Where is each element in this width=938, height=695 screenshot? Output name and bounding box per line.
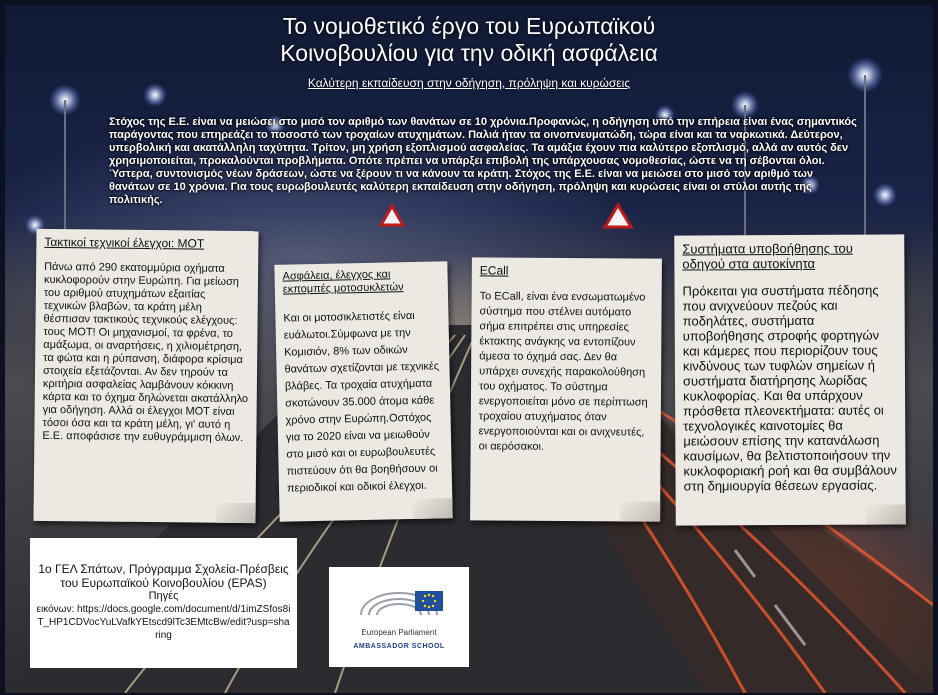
sources-label: Πηγές bbox=[148, 590, 179, 602]
poster-background bbox=[5, 5, 933, 693]
logo-program-label: AMBASSADOR SCHOOL bbox=[353, 643, 445, 650]
note-body: Και οι μοτοσικλετιστές είναι ευάλωτοι.Σύμφωνα με την Κομισιόν, 8% των οδικών θανάτων σχετίζονται με τεχνικές βλάβες. Τα τροχαία ατυχήματα σκοτώνουν 35.000 άτομα κάθε χρόνο στην Ευρώπη.Οστόχος για το 2020 είναι να μειωθούν στο μισό και οι ευρωβουλευτές πιστεύουν ότι θα βοηθήσουν οι περιοδικοί και οδικοί έλεγχοι. bbox=[283, 309, 440, 495]
note-motorcycles bbox=[274, 261, 452, 522]
warning-sign-icon bbox=[381, 205, 631, 227]
note-body: Το ECall, είναι ένα ενσωματωμένο σύστημα που στέλνει αυτόματο σήμα επιτρέπει στις υπηρεσίες έκτακτης ανάγκης να εντοπίζουν άμεσα το όχημά σας. Δεν θα υπάρχει συνεχής παρακολούθηση του οχήματος. Το σύστημα ενεργοποιείται μόνο σε περίπτωση τροχαίου ατυχήματος όταν ενεργοποιούνται και οι ανιχνευτές, οι αερόσακοι. bbox=[478, 290, 648, 453]
european-parliament-logo bbox=[329, 567, 469, 667]
school-line: 1ο ΓΕΛ Σπάτων, Πρόγραμμα Σχολεία-Πρέσβεις του Ευρωπαϊκού Κοινοβουλίου (EPAS) bbox=[38, 562, 289, 590]
intro-paragraph: Στόχος της Ε.Ε. είναι να μειώσει στο μισό τον αριθμό των θανάτων σε 10 χρόνια.Προφανώς, η οδήγηση υπό την επήρεια είναι ένας σημαντικός παράγοντας που επηρεάζει το ποσοστό των τροχαίων ατυχημάτων. Παλιά ήταν τα οινοπνευματώδη, τώρα είναι και τα ναρκωτικά. Δεύτερον, υπερβολική και ακατάλληλη ταχύτητα. Τρίτον, μη χρήση εξοπλισμού ασφαλείας. Τα αμάξια έχουν πια καλύτερο εξοπλισμό, αλλά αν αυτός δεν χρησιμοποιείται, προκαλούνται προβλήματα. Οπότε πρέπει να υπάρξει επιβολή της υπάρχουσας νομοθεσίας, ώστε να τη σέβονται όλοι. Ύστερα, συντονισμός νέων δράσεων, ώστε να ξέρουν τι να κάνουν τα κράτη. Στόχος της Ε.Ε. είναι να μειώσει στο μισό τον αριθμό των θανάτων σε 10 χρόνια. Για τους ευρωβουλευτές καλύτερη εκπαίδευση στην οδήγηση, πρόληψη και κυρώσεις είναι οι στύλοι αυτής της πολιτικής. bbox=[109, 116, 857, 206]
note-heading: ECall bbox=[479, 263, 509, 278]
note-mot bbox=[33, 229, 258, 523]
sources-link[interactable]: εικόνων: https://docs.google.com/document/d/1imZSfos8iT_HP1CDVocYuLVafkYEtscd9lTc3EMtcBw/edit?usp=sharing bbox=[36, 604, 291, 641]
page-title bbox=[5, 13, 933, 67]
note-body: Πρόκειται για συστήματα πέδησης που ανιχνεύουν πεζούς και ποδηλάτες, συστήματα υποβοήθησης στροφής φορτηγών και κάμερες που περιορίζουν τους κινδύνους των τυφλών σημείων ή συστήματα διατήρησης λωρίδας κυκλοφορίας. Και θα υπάρχουν πρόσθετα πλεονεκτήματα: αυτές οι τεχνολογικές καινοτομίες θα μειώσουν επίσης την κατανάλωση καυσίμων, θα βελτιστοποιήσουν την κυκλοφοριακή ροή και θα συμβάλουν στη δημιουργία θέσεων εργασίας. bbox=[682, 282, 897, 494]
page-subtitle: Καλύτερη εκπαίδευση στην οδήγηση, πρόληψη και κυρώσεις bbox=[307, 76, 631, 90]
note-body: Πάνω από 290 εκατομμύρια οχήματα κυκλοφορούν στην Ευρώπη. Για μείωση του αριθμού ατυχημάτων εξαιτίας τεχνικών βλαβών, τα κράτη μέλη θέσπισαν τακτικούς τεχνικούς ελέγχους: τους ΜΟΤ! Οι μηχανισμοί, τα φρένα, το αμάξωμα, οι αναρτήσεις, η χιλιομέτρηση, τα φώτα και η ρύπανση, διάφορα κρίσιμα στοιχεία εξετάζονται. Αν δεν τηρούν τα κριτήρια ασφαλείας λαμβάνουν κόκκινη κάρτα και το όχημα δηλώνεται ακατάλληλο για οδήγηση. Αλλά οι έλεγχοι ΜΟΤ είναι τόσοι όσα και τα κράτη μέλη, γι' αυτό η Ε.Ε. αποφάσισε την ευθυγράμμιση όλων. bbox=[42, 260, 249, 445]
note-driver-assistance bbox=[674, 234, 906, 525]
logo-org-label: European Parliament bbox=[361, 628, 437, 637]
note-ecall bbox=[470, 257, 662, 521]
note-heading: Ασφάλεια, έλεγχος και εκπομπές μοτοσυκλετών bbox=[282, 268, 404, 296]
note-heading: Τακτικοί τεχνικοί έλεγχοι: ΜΟΤ bbox=[44, 234, 205, 251]
school-info-box bbox=[30, 538, 297, 668]
note-heading: Συστήματα υποβοήθησης του οδηγού στα αυτοκίνητα bbox=[682, 240, 853, 272]
parliament-emblem-icon bbox=[349, 585, 449, 621]
title-line-2: Κοινοβουλίου για την οδική ασφάλεια bbox=[280, 40, 658, 66]
title-line-1: Το νομοθετικό έργο του Ευρωπαϊκού bbox=[282, 13, 656, 39]
